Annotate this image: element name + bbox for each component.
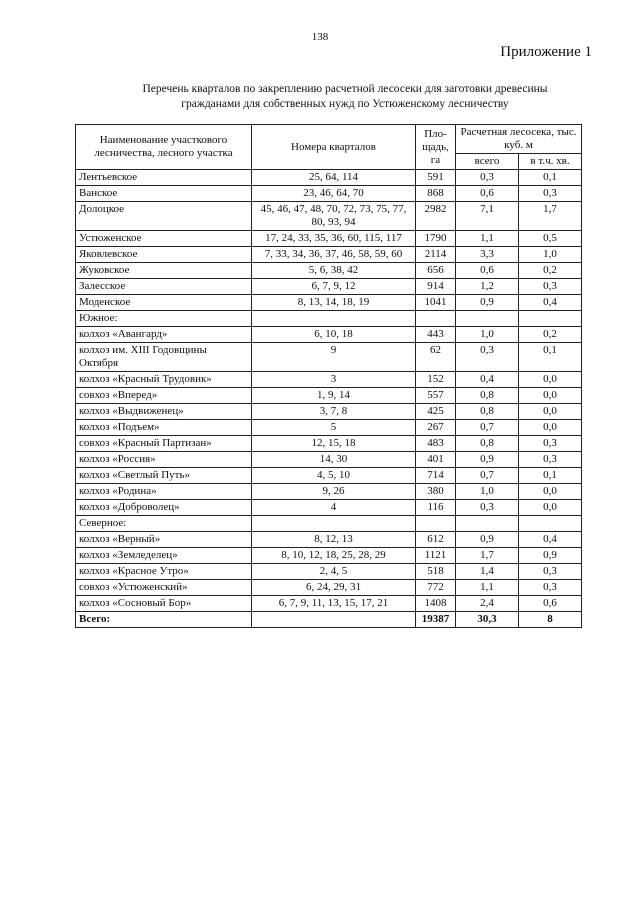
cell-name: колхоз «Верный»	[76, 532, 252, 548]
cell-name: совхоз «Устюженский»	[76, 580, 252, 596]
header-cut: Расчетная лесосека, тыс. куб. м	[456, 125, 582, 154]
cell-quarters: 5	[252, 420, 416, 436]
cell-area: 1408	[416, 596, 456, 612]
cell-area: 518	[416, 564, 456, 580]
cell-incl: 0,0	[519, 484, 582, 500]
header-total: всего	[456, 154, 519, 170]
cell-quarters: 25, 64, 114	[252, 170, 416, 186]
table-row	[76, 170, 582, 186]
cell-quarters: 6, 7, 9, 11, 13, 15, 17, 21	[252, 596, 416, 612]
cell-total: 7,1	[456, 202, 519, 231]
cell-quarters: 2, 4, 5	[252, 564, 416, 580]
table-row	[76, 263, 582, 279]
cell-name: Долоцкое	[76, 202, 252, 231]
cell-name: колхоз «Родина»	[76, 484, 252, 500]
cell-total: 0,9	[456, 532, 519, 548]
cell-quarters: 6, 24, 29, 31	[252, 580, 416, 596]
table-row	[76, 279, 582, 295]
total-incl: 8	[519, 612, 582, 628]
cell-name: Жуковское	[76, 263, 252, 279]
table-row	[76, 247, 582, 263]
cell-name: колхоз «Доброволец»	[76, 500, 252, 516]
cell-area: 1041	[416, 295, 456, 311]
total-area: 19387	[416, 612, 456, 628]
cell-total: 1,4	[456, 564, 519, 580]
cell-name: совхоз «Вперед»	[76, 388, 252, 404]
table-row	[76, 295, 582, 311]
cell-area: 1790	[416, 231, 456, 247]
header-name: Наименование участкового лесничества, лесного участка	[76, 125, 252, 170]
cell-incl: 0,2	[519, 327, 582, 343]
cell-incl: 0,1	[519, 343, 582, 372]
cell-quarters: 6, 10, 18	[252, 327, 416, 343]
table-row	[76, 388, 582, 404]
cell-name: Южное:	[76, 311, 252, 327]
cell-total: 1,1	[456, 231, 519, 247]
table-row	[76, 484, 582, 500]
cell-total: 0,9	[456, 452, 519, 468]
cell-quarters: 9	[252, 343, 416, 372]
document-title	[95, 82, 595, 112]
cell-area: 401	[416, 452, 456, 468]
cell-incl: 0,0	[519, 388, 582, 404]
title-line-1: Перечень кварталов по закреплению расчетной лесосеки для заготовки древесины	[142, 83, 548, 95]
cell-quarters: 6, 7, 9, 12	[252, 279, 416, 295]
title-line-2: гражданами для собственных нужд по Устюженскому лесничеству	[181, 98, 509, 110]
cell-total	[456, 311, 519, 327]
table-row	[76, 420, 582, 436]
cell-incl: 0,2	[519, 263, 582, 279]
cell-area: 612	[416, 532, 456, 548]
cell-name: Залесское	[76, 279, 252, 295]
cell-incl: 0,4	[519, 295, 582, 311]
cell-name: колхоз «Красное Утро»	[76, 564, 252, 580]
appendix-label: Приложение 1	[500, 44, 592, 60]
cell-area: 591	[416, 170, 456, 186]
cell-incl: 0,0	[519, 404, 582, 420]
header-quarters: Номера кварталов	[252, 125, 416, 170]
table-row	[76, 404, 582, 420]
header-area: Пло-щадь, га	[416, 125, 456, 170]
cell-total	[456, 516, 519, 532]
cell-total: 1,2	[456, 279, 519, 295]
cell-quarters: 7, 33, 34, 36, 37, 46, 58, 59, 60	[252, 247, 416, 263]
table-row	[76, 532, 582, 548]
cell-incl	[519, 311, 582, 327]
cell-name: совхоз «Красный Партизан»	[76, 436, 252, 452]
cell-quarters: 45, 46, 47, 48, 70, 72, 73, 75, 77, 80, 93, 94	[252, 202, 416, 231]
total-quarters	[252, 612, 416, 628]
cell-incl: 0,9	[519, 548, 582, 564]
cell-total: 0,7	[456, 420, 519, 436]
table-row	[76, 372, 582, 388]
cell-incl: 0,0	[519, 500, 582, 516]
cell-quarters: 17, 24, 33, 35, 36, 60, 115, 117	[252, 231, 416, 247]
cell-name: колхоз им. XIII Годовщины Октября	[76, 343, 252, 372]
cell-name: Ванское	[76, 186, 252, 202]
cell-incl: 0,6	[519, 596, 582, 612]
cell-quarters: 8, 10, 12, 18, 25, 28, 29	[252, 548, 416, 564]
cell-area: 443	[416, 327, 456, 343]
cell-name: Устюженское	[76, 231, 252, 247]
cell-name: колхоз «Выдвиженец»	[76, 404, 252, 420]
total-row	[76, 612, 582, 628]
cell-quarters: 3	[252, 372, 416, 388]
cell-name: колхоз «Авангард»	[76, 327, 252, 343]
table-row	[76, 500, 582, 516]
cell-area: 152	[416, 372, 456, 388]
cell-quarters: 9, 26	[252, 484, 416, 500]
cell-total: 0,8	[456, 436, 519, 452]
cell-quarters: 8, 13, 14, 18, 19	[252, 295, 416, 311]
cell-quarters: 1, 9, 14	[252, 388, 416, 404]
cell-area: 425	[416, 404, 456, 420]
cell-total: 2,4	[456, 596, 519, 612]
table-row	[76, 468, 582, 484]
header-incl: в т.ч. хв.	[519, 154, 582, 170]
cell-total: 0,3	[456, 500, 519, 516]
cell-total: 3,3	[456, 247, 519, 263]
cell-quarters	[252, 311, 416, 327]
cell-area: 483	[416, 436, 456, 452]
cell-name: колхоз «Светлый Путь»	[76, 468, 252, 484]
cell-quarters: 12, 15, 18	[252, 436, 416, 452]
cell-area: 868	[416, 186, 456, 202]
cell-total: 0,6	[456, 186, 519, 202]
total-label: Всего:	[76, 612, 252, 628]
cell-incl: 1,7	[519, 202, 582, 231]
cell-quarters	[252, 516, 416, 532]
cell-incl: 0,4	[519, 532, 582, 548]
table-body	[76, 170, 582, 628]
cell-incl: 0,0	[519, 420, 582, 436]
cell-incl: 0,1	[519, 468, 582, 484]
table-row	[76, 580, 582, 596]
table-row	[76, 548, 582, 564]
cell-name: Северное:	[76, 516, 252, 532]
cell-quarters: 5, 6, 38, 42	[252, 263, 416, 279]
cell-area: 2982	[416, 202, 456, 231]
table-row	[76, 343, 582, 372]
cell-area: 714	[416, 468, 456, 484]
cell-area: 380	[416, 484, 456, 500]
table-row	[76, 516, 582, 532]
table-row	[76, 564, 582, 580]
cell-area: 557	[416, 388, 456, 404]
cell-area: 267	[416, 420, 456, 436]
cell-area: 914	[416, 279, 456, 295]
cell-total: 1,0	[456, 327, 519, 343]
table-row	[76, 202, 582, 231]
cell-quarters: 14, 30	[252, 452, 416, 468]
cell-quarters: 3, 7, 8	[252, 404, 416, 420]
cell-total: 0,9	[456, 295, 519, 311]
cell-total: 1,7	[456, 548, 519, 564]
cell-total: 0,8	[456, 388, 519, 404]
cell-total: 0,4	[456, 372, 519, 388]
cell-name: Лентьевское	[76, 170, 252, 186]
cell-quarters: 23, 46, 64, 70	[252, 186, 416, 202]
cell-name: колхоз «Россия»	[76, 452, 252, 468]
cell-incl: 0,3	[519, 436, 582, 452]
cell-name: колхоз «Подъем»	[76, 420, 252, 436]
cell-total: 0,3	[456, 170, 519, 186]
cell-name: Моденское	[76, 295, 252, 311]
cell-total: 0,3	[456, 343, 519, 372]
cell-incl: 0,3	[519, 564, 582, 580]
cell-incl: 0,5	[519, 231, 582, 247]
cell-name: колхоз «Земледелец»	[76, 548, 252, 564]
cell-incl: 0,3	[519, 279, 582, 295]
cell-incl: 0,3	[519, 580, 582, 596]
page-number: 138	[311, 31, 329, 43]
cell-name: колхоз «Сосновый Бор»	[76, 596, 252, 612]
cell-incl: 0,0	[519, 372, 582, 388]
cell-quarters: 4	[252, 500, 416, 516]
cell-area: 2114	[416, 247, 456, 263]
table-row	[76, 436, 582, 452]
cell-area	[416, 516, 456, 532]
cell-incl: 1,0	[519, 247, 582, 263]
cell-total: 1,1	[456, 580, 519, 596]
cell-name: колхоз «Красный Трудовик»	[76, 372, 252, 388]
table-row	[76, 327, 582, 343]
cell-total: 0,6	[456, 263, 519, 279]
table-row	[76, 596, 582, 612]
cell-area: 772	[416, 580, 456, 596]
quarters-table	[75, 124, 582, 628]
cell-area: 656	[416, 263, 456, 279]
table-row	[76, 452, 582, 468]
cell-total: 0,7	[456, 468, 519, 484]
cell-incl	[519, 516, 582, 532]
cell-quarters: 8, 12, 13	[252, 532, 416, 548]
cell-area: 116	[416, 500, 456, 516]
cell-quarters: 4, 5, 10	[252, 468, 416, 484]
table-row	[76, 311, 582, 327]
table-row	[76, 231, 582, 247]
cell-incl: 0,1	[519, 170, 582, 186]
table-row	[76, 186, 582, 202]
cell-name: Яковлевское	[76, 247, 252, 263]
total-cut: 30,3	[456, 612, 519, 628]
cell-area: 1121	[416, 548, 456, 564]
cell-area	[416, 311, 456, 327]
cell-incl: 0,3	[519, 186, 582, 202]
cell-total: 1,0	[456, 484, 519, 500]
cell-total: 0,8	[456, 404, 519, 420]
cell-area: 62	[416, 343, 456, 372]
cell-incl: 0,3	[519, 452, 582, 468]
